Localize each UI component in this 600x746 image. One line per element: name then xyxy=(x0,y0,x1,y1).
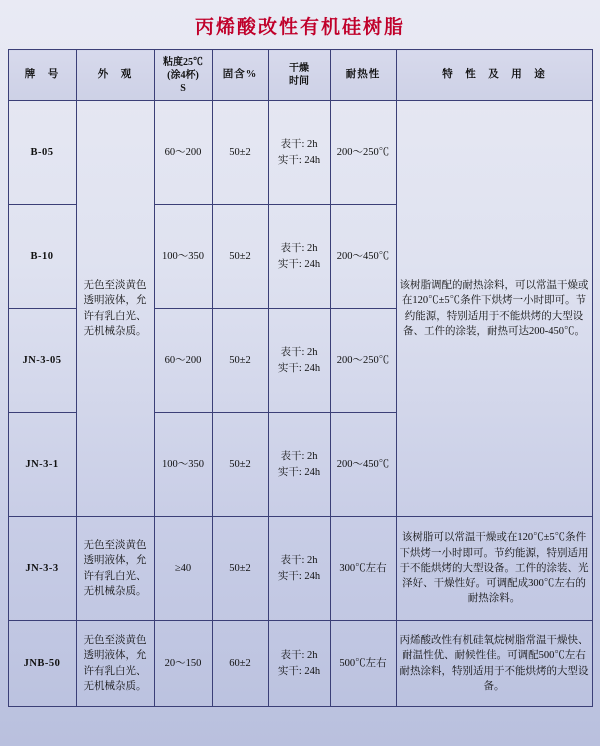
cell-solid-content: 50±2 xyxy=(212,101,268,205)
cell-usage: 该树脂调配的耐热涂料，可以常温干燥或在120℃±5℃条件下烘烤一小时即可。节约能源，特别适用于不能烘烤的大型设备、工件的涂装，耐热可达200-450℃。 xyxy=(396,101,592,517)
table-body xyxy=(8,101,592,707)
cell-solid-content: 50±2 xyxy=(212,413,268,517)
drying-surface: 表干: 2h xyxy=(280,243,318,255)
cell-brand: JN-3-3 xyxy=(8,517,76,621)
table-row xyxy=(8,621,592,707)
drying-surface: 表干: 2h xyxy=(280,347,318,359)
cell-appearance: 无色至淡黄色透明液体，允许有乳白光、无机械杂质。 xyxy=(76,101,154,517)
viscosity-header-line1: 粘度25℃ xyxy=(163,56,203,68)
column-header-solid-content: 固含% xyxy=(212,50,268,101)
page-title: 丙烯酸改性有机硅树脂 xyxy=(194,17,405,38)
cell-solid-content: 50±2 xyxy=(212,309,268,413)
drying-hard: 实干: 24h xyxy=(277,466,321,478)
column-header-heat-resistance: 耐热性 xyxy=(330,50,396,101)
cell-drying-time xyxy=(268,309,330,413)
cell-solid-content: 50±2 xyxy=(212,517,268,621)
cell-solid-content: 50±2 xyxy=(212,205,268,309)
cell-usage: 丙烯酸改性有机硅氧烷树脂常温干燥快、耐温性优、耐候性佳。可调配500℃左右耐热涂料，特别适用于不能烘烤的大型设备。 xyxy=(396,621,592,707)
cell-appearance: 无色至淡黄色透明液体，允许有乳白光、无机械杂质。 xyxy=(76,621,154,707)
cell-heat-resistance: 200～250℃ xyxy=(330,309,396,413)
cell-drying-time xyxy=(268,413,330,517)
viscosity-header-line2: (涂4杯) xyxy=(167,69,199,81)
column-header-viscosity xyxy=(154,50,212,101)
cell-heat-resistance: 200～250℃ xyxy=(330,101,396,205)
table-row xyxy=(8,517,592,621)
cell-viscosity: 60～200 xyxy=(154,309,212,413)
drying-header-line1: 干燥 xyxy=(289,63,309,74)
drying-hard: 实干: 24h xyxy=(277,258,321,270)
cell-viscosity: 100～350 xyxy=(154,205,212,309)
drying-surface: 表干: 2h xyxy=(280,650,318,662)
cell-brand: JNB-50 xyxy=(8,621,76,707)
cell-brand: JN-3-1 xyxy=(8,413,76,517)
table-row xyxy=(8,101,592,205)
cell-viscosity: ≥40 xyxy=(154,517,212,621)
cell-brand: B-05 xyxy=(8,101,76,205)
cell-drying-time xyxy=(268,621,330,707)
cell-viscosity: 100～350 xyxy=(154,413,212,517)
drying-hard: 实干: 24h xyxy=(277,665,321,677)
drying-hard: 实干: 24h xyxy=(277,362,321,374)
column-header-drying-time xyxy=(268,50,330,101)
drying-surface: 表干: 2h xyxy=(280,139,318,151)
drying-header-line2: 时间 xyxy=(289,76,309,87)
cell-viscosity: 60～200 xyxy=(154,101,212,205)
cell-viscosity: 20～150 xyxy=(154,621,212,707)
drying-surface: 表干: 2h xyxy=(280,451,318,463)
table-header-row xyxy=(8,50,592,101)
drying-surface: 表干: 2h xyxy=(280,555,318,567)
cell-heat-resistance: 500℃左右 xyxy=(330,621,396,707)
drying-hard: 实干: 24h xyxy=(277,154,321,166)
viscosity-header-line3: S xyxy=(180,82,186,94)
cell-usage: 该树脂可以常温干燥或在120℃±5℃条件下烘烤一小时即可。节约能源，特别适用于不能烘烤的大型设备。工件的涂装、光泽好、干燥性好。可调配成300℃左右的耐热涂料。 xyxy=(396,517,592,621)
cell-brand: B-10 xyxy=(8,205,76,309)
cell-drying-time xyxy=(268,101,330,205)
cell-heat-resistance: 200～450℃ xyxy=(330,413,396,517)
table-header xyxy=(8,50,592,101)
column-header-appearance: 外 观 xyxy=(76,50,154,101)
cell-heat-resistance: 200～450℃ xyxy=(330,205,396,309)
cell-drying-time xyxy=(268,205,330,309)
specification-table xyxy=(8,49,593,707)
cell-solid-content: 60±2 xyxy=(212,621,268,707)
column-header-usage: 特 性 及 用 途 xyxy=(396,50,592,101)
cell-drying-time xyxy=(268,517,330,621)
cell-heat-resistance: 300℃左右 xyxy=(330,517,396,621)
column-header-brand: 牌 号 xyxy=(8,50,76,101)
drying-hard: 实干: 24h xyxy=(277,570,321,582)
cell-brand: JN-3-05 xyxy=(8,309,76,413)
cell-appearance: 无色至淡黄色透明液体，允许有乳白光、无机械杂质。 xyxy=(76,517,154,621)
